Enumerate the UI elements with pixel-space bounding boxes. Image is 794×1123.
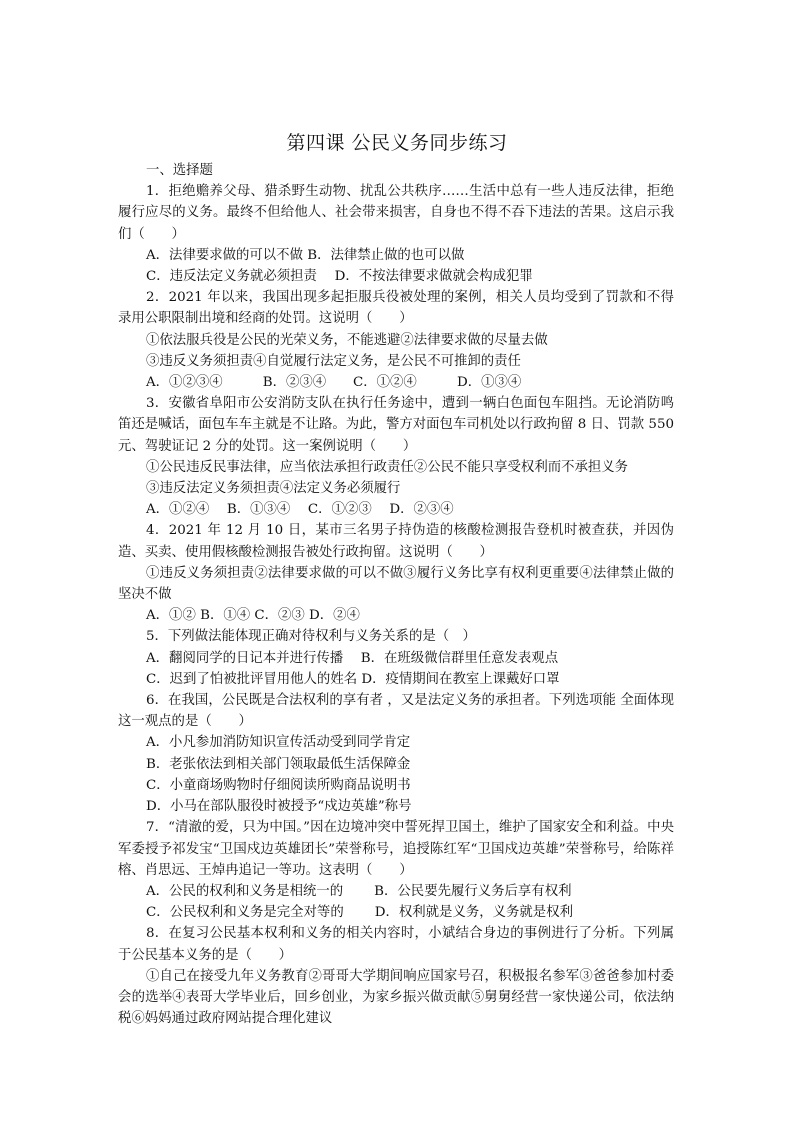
question-6-option-c: C．小童商场购物时仔细阅读所购商品说明书 [146, 777, 411, 793]
question-2-statements-2: ③违反义务须担责④自觉履行法定义务，是公民不可推卸的责任 [146, 353, 521, 369]
question-5-options-ab: A．翻阅同学的日记本并进行传播 B．在班级微信群里任意发表观点 [146, 650, 559, 666]
question-3-statements-2: ③违反法定义务须担责④法定义务必须履行 [146, 481, 401, 497]
question-4-statements: ①违反义务须担责②法律要求做的可以不做③履行义务比享有权利更重要④法律禁止做的坚决不做 [118, 565, 674, 603]
question-2-statements-1: ①依法服兵役是公民的光荣义务，不能逃避②法律要求做的尽量去做 [146, 332, 548, 348]
question-3-statements-1: ①公民违反民事法律，应当依法承担行政责任②公民不能只享受权利而不承担义务 [146, 459, 629, 475]
question-2-stem: 2．2021 年以来，我国出现多起拒服兵役被处理的案例，相关人员均受到了罚款和不得录用公职限制出境和经商的处罚。这说明（ ） [118, 290, 674, 327]
question-6-option-a: A．小凡参加消防知识宣传活动受到同学肯定 [146, 735, 411, 751]
section-heading: 一、选择题 [146, 163, 213, 178]
question-1-options-ab: A．法律要求做的可以不做 B．法律禁止做的也可以做 [146, 247, 465, 263]
question-6-option-d: D．小马在部队服役时被授予“戍边英雄”称号 [146, 799, 412, 815]
question-8-stem: 8．在复习公民基本权利和义务的相关内容时，小斌结合身边的事例进行了分析。下列属于公民基本义务的是（ ） [118, 926, 674, 963]
question-3-options: A．①②④ B．①③④ C．①②③ D．②③④ [146, 502, 454, 518]
question-5-options-cd: C．迟到了怕被批评冒用他人的姓名 D．疫情期间在教室上课戴好口罩 [146, 671, 560, 687]
question-2-options: A．①②③④ B．②③④ C．①②④ D．①③④ [146, 375, 522, 391]
question-7-stem: 7．“清澈的爱，只为中国。”因在边境冲突中誓死捍卫国土，维护了国家安全和利益。中央军委授予祁发宝“卫国戍边英雄团长”荣誉称号，追授陈红军“卫国戍边英雄”荣誉称号，给陈祥榕、肖思远、王焯冉追记一等功。这表明（ ） [118, 820, 674, 878]
page-title: 第四课 公民义务同步练习 [286, 132, 508, 154]
question-8-statements: ①自己在接受九年义务教育②哥哥大学期间响应国家号召，积极报名参军③爸爸参加村委会的选举④表哥大学毕业后，回乡创业，为家乡振兴做贡献⑤舅舅经营一家快递公司，依法纳税⑥妈妈通过政府网站提合理化建议 [118, 968, 674, 1027]
question-1-stem: 1．拒绝赡养父母、猎杀野生动物、扰乱公共秩序……生活中总有一些人违反法律，拒绝履行应尽的义务。最终不但给他人、社会带来损害，自身也不得不吞下违法的苦果。这启示我们（ ） [118, 184, 674, 242]
question-1-options-cd: C．违反法定义务就必须担责 D．不按法律要求做就会构成犯罪 [146, 269, 533, 285]
question-5-stem: 5．下列做法能体现正确对待权利与义务关系的是（ ） [146, 629, 476, 645]
question-6-stem: 6．在我国，公民既是合法权利的享有者 ，又是法定义务的承担者。下列选项能 全面体现这一观点的是（ ） [118, 693, 674, 730]
question-4-options: A．①② B．①④ C．②③ D．②④ [146, 608, 360, 624]
question-6-option-b: B．老张依法到相关部门领取最低生活保障金 [146, 756, 411, 772]
question-4-stem: 4．2021 年 12 月 10 日，某市三名男子持伪造的核酸检测报告登机时被查获，并因伪造、买卖、使用假核酸检测报告被处行政拘留。这说明（ ） [118, 523, 674, 560]
exercise-content [118, 160, 674, 1029]
question-7-options-ab: A．公民的权利和义务是相统一的 B．公民要先履行义务后享有权利 [146, 883, 572, 899]
question-7-options-cd: C．公民权利和义务是完全对等的 D．权利就是义务，义务就是权利 [146, 905, 573, 921]
question-3-stem: 3．安徽省阜阳市公安消防支队在执行任务途中，遭到一辆白色面包车阻挡。无论消防鸣笛还是喊话，面包车车主就是不让路。为此，警方对面包车司机处以行政拘留 8 日、罚款 550 元、驾驶证记 2 分的处罚。这一案例说明（ ） [118, 396, 674, 454]
